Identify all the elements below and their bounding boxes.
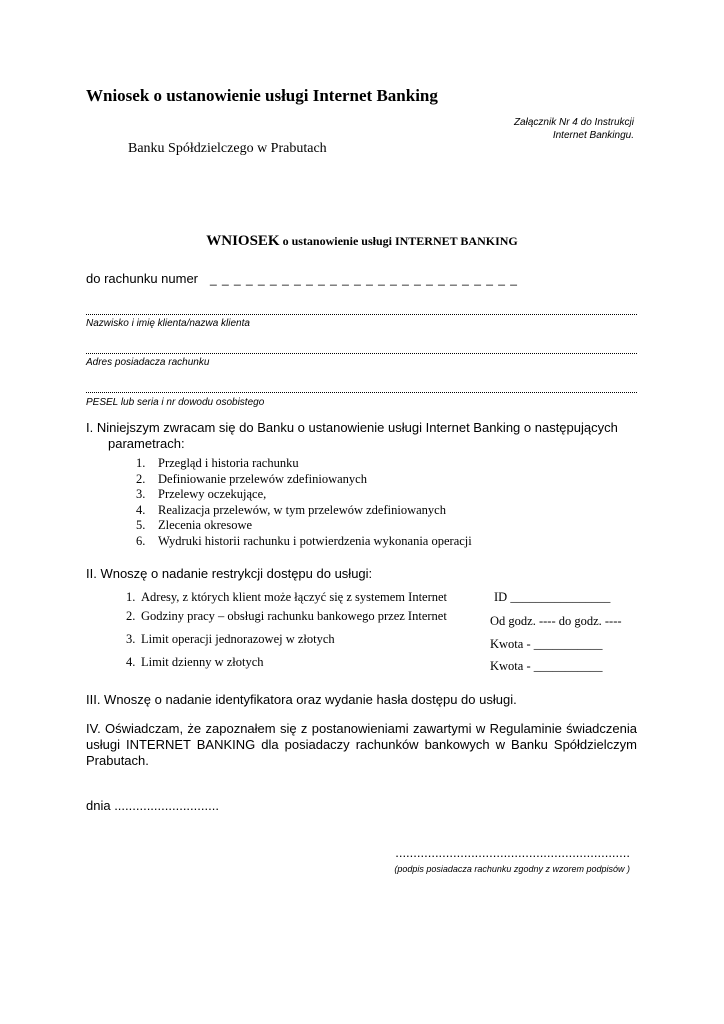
section-4-text: IV. Oświadczam, że zapoznałem się z postanowieniami zawartymi w Regulaminie świadczenia usługi INTERNET BANKING dla posiadaczy rachunków bankowych w Banku Spółdzielczym Prabutach.	[86, 721, 637, 768]
pesel-caption: PESEL lub seria i nr dowodu osobistego	[86, 397, 265, 408]
annex-note	[514, 116, 634, 142]
form-heading	[0, 233, 724, 250]
form-heading-rest: o ustanowienie usługi INTERNET BANKING	[279, 234, 518, 248]
list-item: 1. Przegląd i historia rachunku	[136, 456, 299, 470]
pesel-field[interactable]	[86, 392, 637, 393]
client-name-field[interactable]	[86, 314, 637, 315]
section-1-line-1: I. Niniejszym zwracam się do Banku o ustanowienie usługi Internet Banking o następujących	[86, 420, 618, 435]
form-heading-main: WNIOSEK	[206, 233, 280, 249]
annex-line-2: Internet Bankingu.	[552, 130, 634, 141]
annex-line-1: Załącznik Nr 4 do Instrukcji	[513, 117, 634, 128]
document-title: Wniosek o ustanowienie usługi Internet Banking	[86, 86, 438, 105]
list-item: 6. Wydruki historii rachunku i potwierdzenia wykonania operacji	[136, 533, 472, 548]
section-1-line-2: parametrach:	[108, 436, 185, 451]
list-item: 3. Przelewy oczekujące,	[136, 487, 267, 502]
address-caption: Adres posiadacza rachunku	[86, 357, 210, 368]
restriction-hours-field[interactable]: Od godz. ---- do godz. ----	[490, 614, 622, 628]
restriction-daily-limit-field[interactable]: Kwota - ___________	[490, 659, 603, 673]
restriction-item: 1. Adresy, z których klient może łączyć się z systemem Internet	[126, 590, 448, 604]
section-1-intro	[86, 420, 637, 452]
account-number-row	[86, 271, 518, 286]
restriction-single-limit-field[interactable]: Kwota - ___________	[490, 637, 603, 651]
signature-caption: (podpis posiadacza rachunku zgodny z wzorem podpisów )	[394, 864, 630, 874]
restriction-id-field[interactable]: ID ________________	[494, 590, 611, 604]
list-item: 2. Definiowanie przelewów zdefiniowanych	[136, 471, 367, 486]
account-number-field[interactable]: _ _ _ _ _ _ _ _ _ _ _ _ _ _ _ _ _ _ _ _ _ _ _ _ _ _	[210, 272, 518, 286]
parameters-list	[136, 456, 472, 550]
date-field[interactable]: dnia .............................	[86, 798, 219, 813]
client-name-caption: Nazwisko i imię klienta/nazwa klienta	[86, 318, 250, 329]
restriction-item: 2. Godziny pracy – obsługi rachunku bankowego przez Internet	[126, 609, 447, 623]
signature-field[interactable]: .................................................................	[395, 845, 630, 860]
restriction-item: 4. Limit dzienny w złotych	[126, 655, 264, 669]
list-item: 5. Zlecenia okresowe	[136, 518, 253, 533]
bank-name: Banku Spółdzielczego w Prabutach	[128, 141, 327, 156]
restriction-item: 3. Limit operacji jednorazowej w złotych	[126, 632, 335, 646]
list-item: 4. Realizacja przelewów, w tym przelewów zdefiniowanych	[136, 502, 446, 517]
section-3-text: III. Wnoszę o nadanie identyfikatora oraz wydanie hasła dostępu do usługi.	[86, 692, 517, 707]
address-field[interactable]	[86, 353, 637, 354]
account-number-label: do rachunku numer	[86, 271, 199, 286]
section-2-title: II. Wnoszę o nadanie restrykcji dostępu do usługi:	[86, 566, 373, 581]
